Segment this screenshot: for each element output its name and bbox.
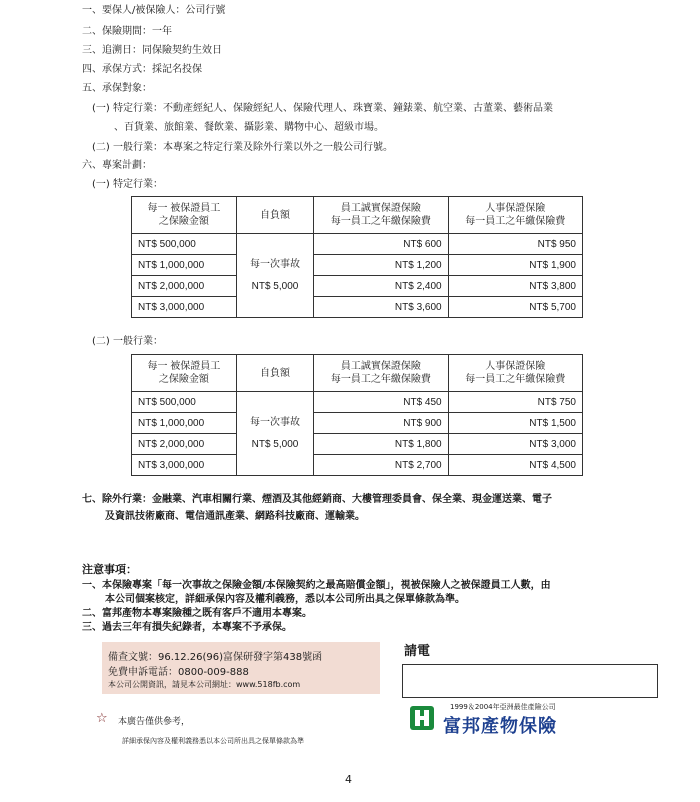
note-1-cont: 本公司個案核定，詳細承保內容及權利義務，悉以本公司所出具之保單條款為準。 xyxy=(105,594,465,605)
col-header-fidelity: 員工誠實保證保險 每一員工之年繳保險費 xyxy=(314,197,448,234)
col-header-deductible: 自負額 xyxy=(236,197,313,234)
cell-amount: NT$ 500,000 xyxy=(132,234,237,255)
notes-title: 注意事項： xyxy=(82,563,137,576)
cell-personnel: NT$ 1,500 xyxy=(448,413,582,434)
table-row xyxy=(132,255,583,276)
item-general-industries: (二) 一般行業：本專案之特定行業及除外行業以外之一般公司行號。 xyxy=(92,142,393,153)
col-header-fidelity: 員工誠實保證保險 每一員工之年繳保險費 xyxy=(314,355,448,392)
cell-fidelity: NT$ 2,400 xyxy=(314,276,448,297)
item-retro-date: 三、追溯日：同保險契約生效日 xyxy=(82,45,222,56)
regulatory-notice-box xyxy=(102,642,380,694)
col-header-amount: 每一 被保證員工 之保險金額 xyxy=(132,197,237,234)
item-special-industries: (一) 特定行業：不動產經紀人、保險經紀人、保險代理人、珠寶業、鐘錶業、航空業、古董業、藝術品業 xyxy=(92,103,553,114)
item-targets: 五、承保對象： xyxy=(82,83,152,94)
cell-amount: NT$ 2,000,000 xyxy=(132,276,237,297)
cell-personnel: NT$ 3,000 xyxy=(448,434,582,455)
exclusions-line2: 及資訊技術廠商、電信通訊產業、網路科技廠商、運輸業。 xyxy=(105,511,365,522)
cell-fidelity: NT$ 1,200 xyxy=(314,255,448,276)
table-header-row xyxy=(132,355,583,392)
cell-fidelity: NT$ 900 xyxy=(314,413,448,434)
cell-personnel: NT$ 1,900 xyxy=(448,255,582,276)
table-row xyxy=(132,276,583,297)
table-row xyxy=(132,392,583,413)
exclusions-line1: 七、除外行業：金融業、汽車相關行業、煙酒及其他經銷商、大樓管理委員會、保全業、現金運送業、電子 xyxy=(82,494,552,505)
fubon-logo-icon xyxy=(408,704,436,732)
note-2: 二、富邦產物本專案險種之既有客戶不適用本專案。 xyxy=(82,608,312,619)
ad-disclaimer-title: 本廣告僅供參考， xyxy=(118,717,191,727)
cell-deductible: 每一次事故 NT$ 5,000 xyxy=(236,392,313,476)
col-header-amount: 每一 被保證員工 之保險金額 xyxy=(132,355,237,392)
complaint-hotline: 免費申訴電話：0800-009-888 xyxy=(108,667,249,678)
cell-personnel: NT$ 750 xyxy=(448,392,582,413)
note-3: 三、過去三年有損失紀錄者，本專案不予承保。 xyxy=(82,622,292,633)
table-row xyxy=(132,234,583,255)
general-plan-table xyxy=(131,354,583,476)
company-name: 富邦產物保險 xyxy=(443,716,557,737)
cell-fidelity: NT$ 1,800 xyxy=(314,434,448,455)
table-header-row xyxy=(132,197,583,234)
item-period: 二、保險期間：一年 xyxy=(82,26,172,37)
cell-amount: NT$ 500,000 xyxy=(132,392,237,413)
star-icon: ☆ xyxy=(96,711,108,726)
cell-deductible: 每一次事故 NT$ 5,000 xyxy=(236,234,313,318)
cell-amount: NT$ 1,000,000 xyxy=(132,255,237,276)
cell-fidelity: NT$ 600 xyxy=(314,234,448,255)
award-text: 1999＆2004年亞洲最佳產險公司 xyxy=(450,703,556,711)
special-plan-table xyxy=(131,196,583,318)
cell-fidelity: NT$ 450 xyxy=(314,392,448,413)
table-row xyxy=(132,455,583,476)
cell-personnel: NT$ 5,700 xyxy=(448,297,582,318)
cell-personnel: NT$ 950 xyxy=(448,234,582,255)
cell-amount: NT$ 1,000,000 xyxy=(132,413,237,434)
cell-personnel: NT$ 3,800 xyxy=(448,276,582,297)
ad-disclaimer-detail: 詳細承保內容及權利義務悉以本公司所出具之保單條款為準 xyxy=(122,737,304,745)
phone-stamp-box xyxy=(402,664,658,698)
note-1: 一、本保險專案「每一次事故之保險金額/本保險契約之最高賠償金額」，視被保險人之被保證員工人數，由 xyxy=(82,580,551,591)
cell-amount: NT$ 3,000,000 xyxy=(132,455,237,476)
public-info: 本公司公開資訊，請見本公司網址：www.518fb.com xyxy=(108,680,301,689)
approval-number: 備查文號：96.12.26(96)富保研發字第438號函 xyxy=(108,652,323,663)
col-header-personnel: 人事保證保險 每一員工之年繳保險費 xyxy=(448,355,582,392)
plan-special-heading: (一) 特定行業： xyxy=(92,179,163,190)
table-row xyxy=(132,413,583,434)
item-insured: 一、要保人/被保險人：公司行號 xyxy=(82,5,226,16)
item-method: 四、承保方式：採記名投保 xyxy=(82,64,202,75)
cell-personnel: NT$ 4,500 xyxy=(448,455,582,476)
table-row xyxy=(132,434,583,455)
cell-amount: NT$ 2,000,000 xyxy=(132,434,237,455)
item-plan: 六、專案計劃： xyxy=(82,160,152,171)
call-label: 請電 xyxy=(404,644,431,659)
col-header-personnel: 人事保證保險 每一員工之年繳保險費 xyxy=(448,197,582,234)
col-header-deductible: 自負額 xyxy=(236,355,313,392)
plan-general-heading: (二) 一般行業： xyxy=(92,336,163,347)
cell-fidelity: NT$ 2,700 xyxy=(314,455,448,476)
cell-amount: NT$ 3,000,000 xyxy=(132,297,237,318)
page-number: 4 xyxy=(345,773,352,786)
item-special-industries-cont: 、百貨業、旅館業、餐飲業、攝影業、購物中心、超級市場。 xyxy=(114,122,384,133)
table-row xyxy=(132,297,583,318)
cell-fidelity: NT$ 3,600 xyxy=(314,297,448,318)
